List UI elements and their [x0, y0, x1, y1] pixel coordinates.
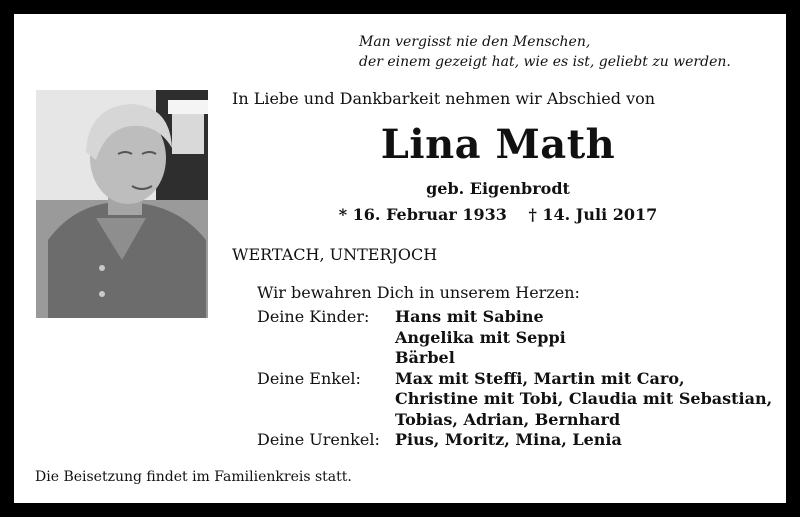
portrait-photo-icon	[36, 90, 208, 318]
family-group-great-grandchildren	[257, 430, 772, 451]
family-name-line: Angelika mit Seppi	[395, 327, 566, 347]
family-name-line: Pius, Moritz, Mina, Lenia	[395, 430, 622, 449]
family-name-line: Tobias, Adrian, Bernhard	[395, 409, 621, 429]
family-group-names	[395, 307, 566, 369]
family-group-label: Deine Kinder:	[257, 307, 370, 326]
birth-name: geb. Eigenbrodt	[426, 179, 570, 198]
place-names: WERTACH, UNTERJOCH	[232, 245, 438, 264]
family-name-line: Hans mit Sabine	[395, 307, 544, 326]
family-group-names	[395, 369, 772, 431]
portrait-photo	[36, 90, 208, 318]
family-group-label: Deine Urenkel:	[257, 430, 380, 449]
family-group-names	[395, 430, 622, 451]
family-list	[257, 307, 772, 451]
death-date: † 14. Juli 2017	[528, 205, 658, 224]
life-dates	[232, 205, 764, 224]
obituary-card	[12, 12, 788, 505]
family-group-children	[257, 307, 772, 369]
family-name-line: Bärbel	[395, 348, 455, 367]
family-name-line: Christine mit Tobi, Claudia mit Sebastian,	[395, 389, 773, 408]
intro-text: In Liebe und Dankbarkeit nehmen wir Abschied von	[232, 89, 656, 108]
quote-line-2: der einem gezeigt hat, wie es ist, geliebt zu werden.	[359, 54, 731, 70]
deceased-name: Lina Math	[380, 121, 616, 168]
quote-line-1: Man vergisst nie den Menschen,	[359, 34, 591, 50]
memorial-quote	[359, 32, 731, 72]
remembrance-line: Wir bewahren Dich in unserem Herzen:	[257, 283, 580, 302]
burial-note: Die Beisetzung findet im Familienkreis statt.	[35, 469, 352, 485]
family-name-line: Max mit Steffi, Martin mit Caro,	[395, 368, 685, 388]
birth-date: * 16. Februar 1933	[338, 205, 507, 224]
family-group-grandchildren	[257, 369, 772, 431]
family-group-label: Deine Enkel:	[257, 368, 361, 388]
